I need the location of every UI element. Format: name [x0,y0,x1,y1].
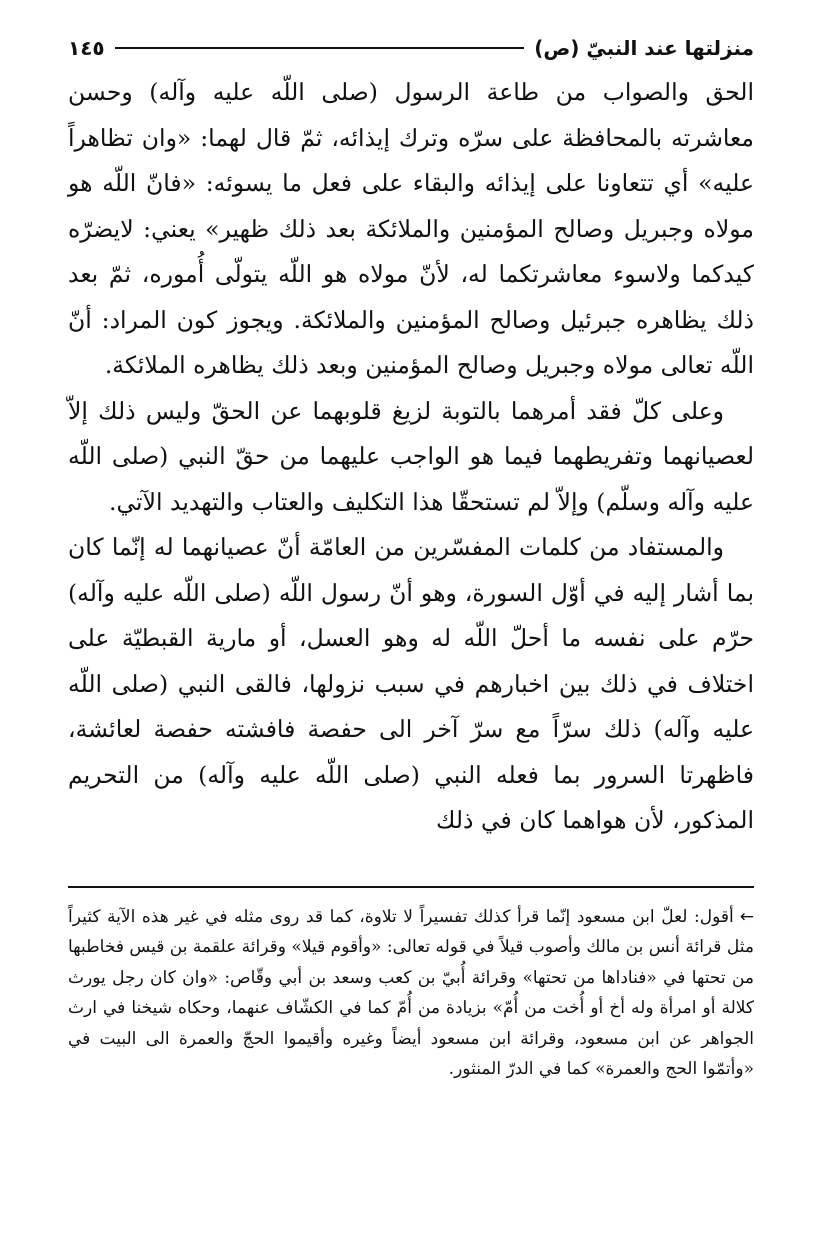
page-header [68,30,754,66]
header-rule [115,47,525,49]
paragraph: الحق والصواب من طاعة الرسول (صلى اللّه عليه وآله) وحسن معاشرته بالمحافظة على سرّه وترك إيذائه، ثمّ قال لهما: «وان تظاهراً عليه» أي تتعاونا على إيذائه والبقاء على فعل ما يسوئه: «فانّ اللّه هو مولاه وجبريل وصالح المؤمنين والملائكة بعد ذلك ظهير» يعني: لايضرّه كيدكما ولاسوء معاشرتكما له، لأنّ مولاه هو اللّه يتولّى أُموره، ثمّ بعد ذلك يظاهره جبرئيل وصالح المؤمنين والملائكة. ويجوز كون المراد: أنّ اللّه تعالى مولاه وجبريل وصالح المؤمنين وبعد ذلك يظاهره الملائكة. [68,78,754,379]
paragraph: وعلى كلّ فقد أمرهما بالتوبة لزيغ قلوبهما عن الحقّ وليس ذلك إلاّ لعصيانهما وتفريطهما فيما هو الواجب عليهما من حقّ النبي (صلى اللّه عليه وآله وسلّم) وإلاّ لم تستحقّا هذا التكليف والعتاب والتهديد الآتي. [68,396,754,516]
paragraph: والمستفاد من كلمات المفسّرين من العامّة أنّ عصيانهما له إنّما كان بما أشار إليه في أوّل السورة، وهو أنّ رسول اللّه (صلى اللّه عليه وآله) حرّم على نفسه ما أحلّ اللّه له وهو العسل، أو مارية القبطيّة على اختلاف في ذلك بين اخبارهم في سبب نزولها، فالقى النبي (صلى اللّه عليه وآله) ذلك سرّاً مع سرّ آخر الى حفصة فافشته حفصة لعائشة، فاظهرتا السرور بما فعله النبي (صلى اللّه عليه وآله) من التحريم المذكور، لأن هواهما كان في ذلك [68,533,754,834]
page-number: ١٤٥ [68,36,105,60]
footnote [68,902,754,1085]
footnote-text: أقول: لعلّ ابن مسعود إنّما قرأ كذلك تفسيراً لا تلاوة، كما قد روى مثله في غير هذه الآية كثيراً مثل قرائة أنس بن مالك وأصوب قيلاً في قوله تعالى: «وأقوم قيلا» وقرائة علقمة بن قيس فخاطبها من تحتها في «فناداها من تحتها» وقرائة أُبيّ بن كعب وسعد بن أبي وقّاص: «وان كان رجل يورث كلالة أو امرأة وله أخ أو أُخت من أُمّ» بزيادة من أُمّ كما في الكشّاف عنهما، وحكاه شيخنا في ارث الجواهر عن ابن مسعود، وقرائة ابن مسعود أيضاً وغيره وأقيموا الحجّ والعمرة الى البيت في «وأتمّوا الحج والعمرة» كما في الدرّ المنثور. [68,906,754,1079]
footnote-arrow-icon: ← [739,906,754,927]
book-page [68,30,754,1220]
running-title: منزلتها عند النبيّ (ص) [534,36,754,60]
footnote-divider [68,886,754,888]
main-text [68,70,754,844]
